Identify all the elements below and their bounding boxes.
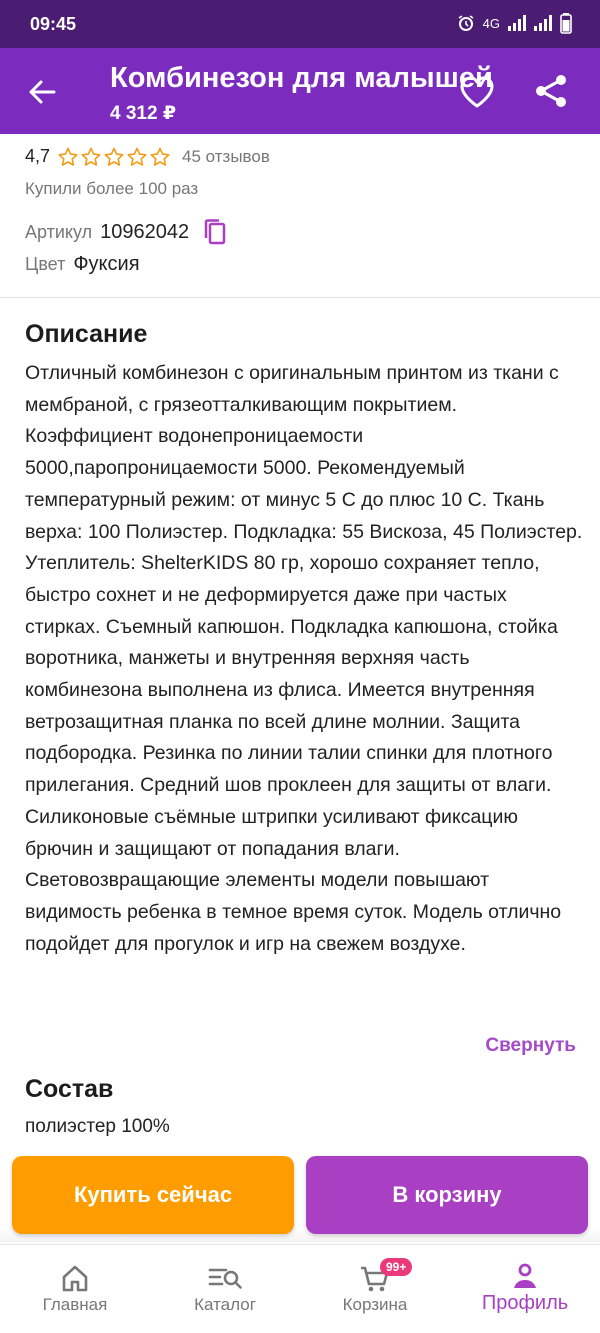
add-to-cart-button[interactable]: В корзину bbox=[306, 1156, 588, 1234]
network-type: 4G bbox=[482, 15, 500, 31]
nav-home-label: Главная bbox=[42, 1295, 108, 1314]
status-bar bbox=[0, 0, 600, 48]
star-icon bbox=[150, 147, 170, 167]
buy-now-button[interactable]: Купить сейчас bbox=[12, 1156, 294, 1234]
nav-catalog-label: Каталог bbox=[194, 1295, 256, 1314]
nav-cart-label: Корзина bbox=[342, 1295, 408, 1314]
star-icon bbox=[127, 147, 147, 167]
reviews-count[interactable]: 45 отзывов bbox=[182, 146, 270, 166]
nav-profile-label: Профиль bbox=[481, 1292, 569, 1314]
rating-row[interactable] bbox=[25, 146, 270, 167]
nav-profile[interactable] bbox=[450, 1245, 600, 1333]
nav-cart[interactable] bbox=[300, 1245, 450, 1333]
color-label: Цвет bbox=[25, 254, 66, 274]
product-title: Комбинезон для малышей bbox=[110, 62, 493, 94]
description-heading: Описание bbox=[25, 320, 148, 348]
rating-stars bbox=[58, 147, 170, 167]
status-time: 09:45 bbox=[30, 14, 77, 34]
alarm-icon bbox=[457, 14, 475, 32]
color-value: Фуксия bbox=[73, 253, 140, 275]
color-row bbox=[25, 253, 140, 276]
collapse-button[interactable]: Свернуть bbox=[485, 1035, 576, 1056]
profile-icon bbox=[505, 1261, 545, 1295]
article-row bbox=[25, 218, 227, 246]
rating-value: 4,7 bbox=[25, 146, 51, 166]
bought-count: Купили более 100 раз bbox=[25, 179, 199, 198]
nav-catalog[interactable] bbox=[150, 1245, 300, 1333]
article-value: 10962042 bbox=[100, 220, 190, 243]
home-icon bbox=[55, 1261, 95, 1295]
cart-badge: 99+ bbox=[380, 1258, 412, 1276]
star-icon bbox=[81, 147, 101, 167]
article-label: Артикул bbox=[25, 221, 93, 242]
star-icon bbox=[104, 147, 124, 167]
signal-icon-2 bbox=[534, 15, 552, 31]
app-bar bbox=[0, 48, 600, 134]
star-icon bbox=[58, 147, 78, 167]
status-icons bbox=[457, 13, 572, 33]
back-arrow-icon[interactable] bbox=[24, 74, 60, 110]
nav-home[interactable] bbox=[0, 1245, 150, 1333]
composition-heading: Состав bbox=[25, 1075, 114, 1103]
share-icon[interactable] bbox=[532, 72, 570, 110]
bottom-nav bbox=[0, 1244, 600, 1333]
composition-value: полиэстер 100% bbox=[25, 1116, 170, 1137]
signal-icon bbox=[508, 15, 526, 31]
catalog-search-icon bbox=[205, 1261, 245, 1295]
heart-icon[interactable] bbox=[458, 74, 496, 110]
copy-icon[interactable] bbox=[203, 218, 227, 246]
battery-icon bbox=[560, 13, 572, 33]
description-text: Отличный комбинезон с оригинальным принтом из ткани с мембраной, с грязеотталкивающим покрытием. Коэффициент водонепроницаемости 5000,паропроницаемости 5000. Рекомендуемый температурный режим: от минус 5 С до плюс 10 С. Ткань верха: 100 Полиэстер. Подкладка: 55 Вискоза, 45 Полиэстер. Утеплитель: ShelterKIDS 80 гр, хорошо сохраняет тепло, быстро сохнет и не деформируется даже при частых стирках. Съемный капюшон. Подкладка капюшона, стойка воротника, манжеты и внутренняя верхняя часть комбинезона выполнена из флиса. Имеется внутренняя ветрозащитная планка по всей длине молнии. Защита подбородка. Резинка по линии талии спинки для плотного прилегания. Средний шов проклеен для защиты от влаги. Силиконовые съёмные штрипки усиливают фиксацию брючин и защищают от попадания влаги. Световозвращающие элементы модели повышают видимость ребенка в темное время суток. Модель отлично подойдет для прогулок и игр на свежем воздухе. bbox=[25, 362, 583, 955]
divider bbox=[0, 297, 600, 298]
product-price: 4 312 ₽ bbox=[110, 103, 177, 124]
